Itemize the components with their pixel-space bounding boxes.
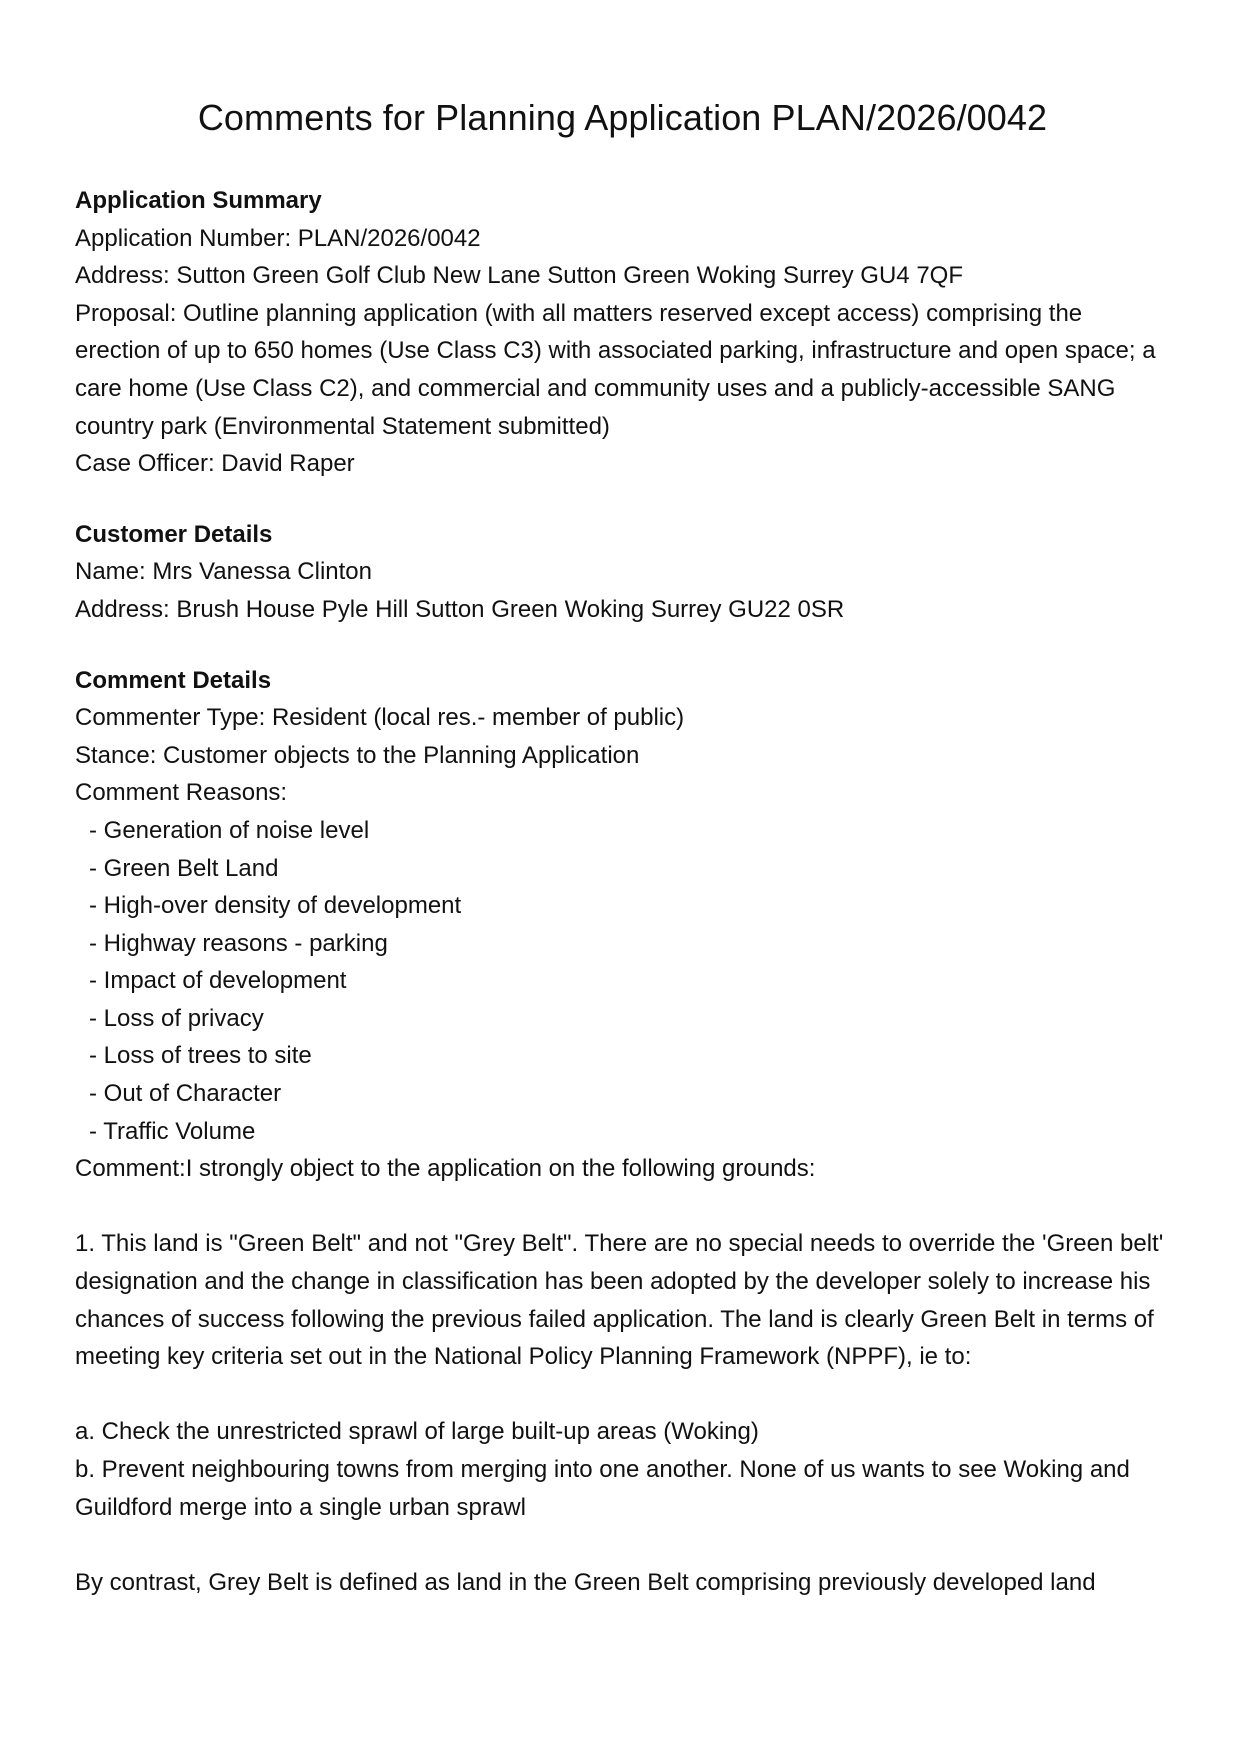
comment-reason-item: - High-over density of development [89,892,462,920]
application-proposal: Proposal: Outline planning application (with all matters reserved except access) comprising the erection of up to 650 homes (Use Class C3) with associated parking, infrastructure and open space; a care home (Use Class C2), and commercial and community uses and a publicly-accessible SANG country park (Environmental Statement submitted) [75,299,1156,440]
comment-paragraph-contrast: By contrast, Grey Belt is defined as land in the Green Belt comprising previously developed land [75,1568,1096,1596]
commenter-type: Commenter Type: Resident (local res.- member of public) [75,704,685,732]
application-summary-heading: Application Summary [75,187,322,214]
comment-reason-item: - Loss of trees to site [89,1042,312,1070]
comment-reason-item: - Out of Character [89,1080,282,1108]
application-address: Address: Sutton Green Golf Club New Lane Sutton Green Woking Surrey GU4 7QF [75,262,963,290]
comment-reason-item: - Highway reasons - parking [89,929,388,957]
comment-details-section [75,662,1170,1602]
application-number: Application Number: PLAN/2026/0042 [75,224,481,252]
customer-address: Address: Brush House Pyle Hill Sutton Green Woking Surrey GU22 0SR [75,595,845,623]
stance: Stance: Customer objects to the Planning Application [75,741,640,769]
comment-points [75,1413,1170,1526]
page-title: Comments for Planning Application PLAN/2026/0042 [197,97,1048,138]
application-summary-section [75,182,1170,483]
comment-details-heading: Comment Details [75,666,272,694]
customer-details-section [75,516,1170,629]
comment-point-b: b. Prevent neighbouring towns from merging into one another. None of us wants to see Woking and Guildford merge into a single urban sprawl [75,1456,1130,1521]
comment-intro: Comment:I strongly object to the application on the following grounds: [75,1155,816,1183]
case-officer: Case Officer: David Raper [75,450,355,478]
comment-reason-item: - Loss of privacy [89,1004,264,1032]
customer-name: Name: Mrs Vanessa Clinton [75,558,372,586]
comment-reason-item: - Impact of development [89,967,347,995]
comment-reasons-label: Comment Reasons: [75,779,288,807]
customer-details-heading: Customer Details [75,520,273,548]
comment-point-a: a. Check the unrestricted sprawl of large built-up areas (Woking) [75,1418,759,1446]
comment-reason-item: - Generation of noise level [89,816,370,844]
comment-paragraph-1: 1. This land is "Green Belt" and not "Grey Belt". There are no special needs to override the 'Green belt' designation and the change in classification has been adopted by the developer solely to increase his chances of success following the previous failed application. The land is clearly Green Belt in terms of meeting key criteria set out in the National Policy Planning Framework (NPPF), ie to: [75,1230,1164,1371]
comment-reason-item: - Traffic Volume [89,1117,256,1145]
comment-reason-item: - Green Belt Land [89,854,279,882]
